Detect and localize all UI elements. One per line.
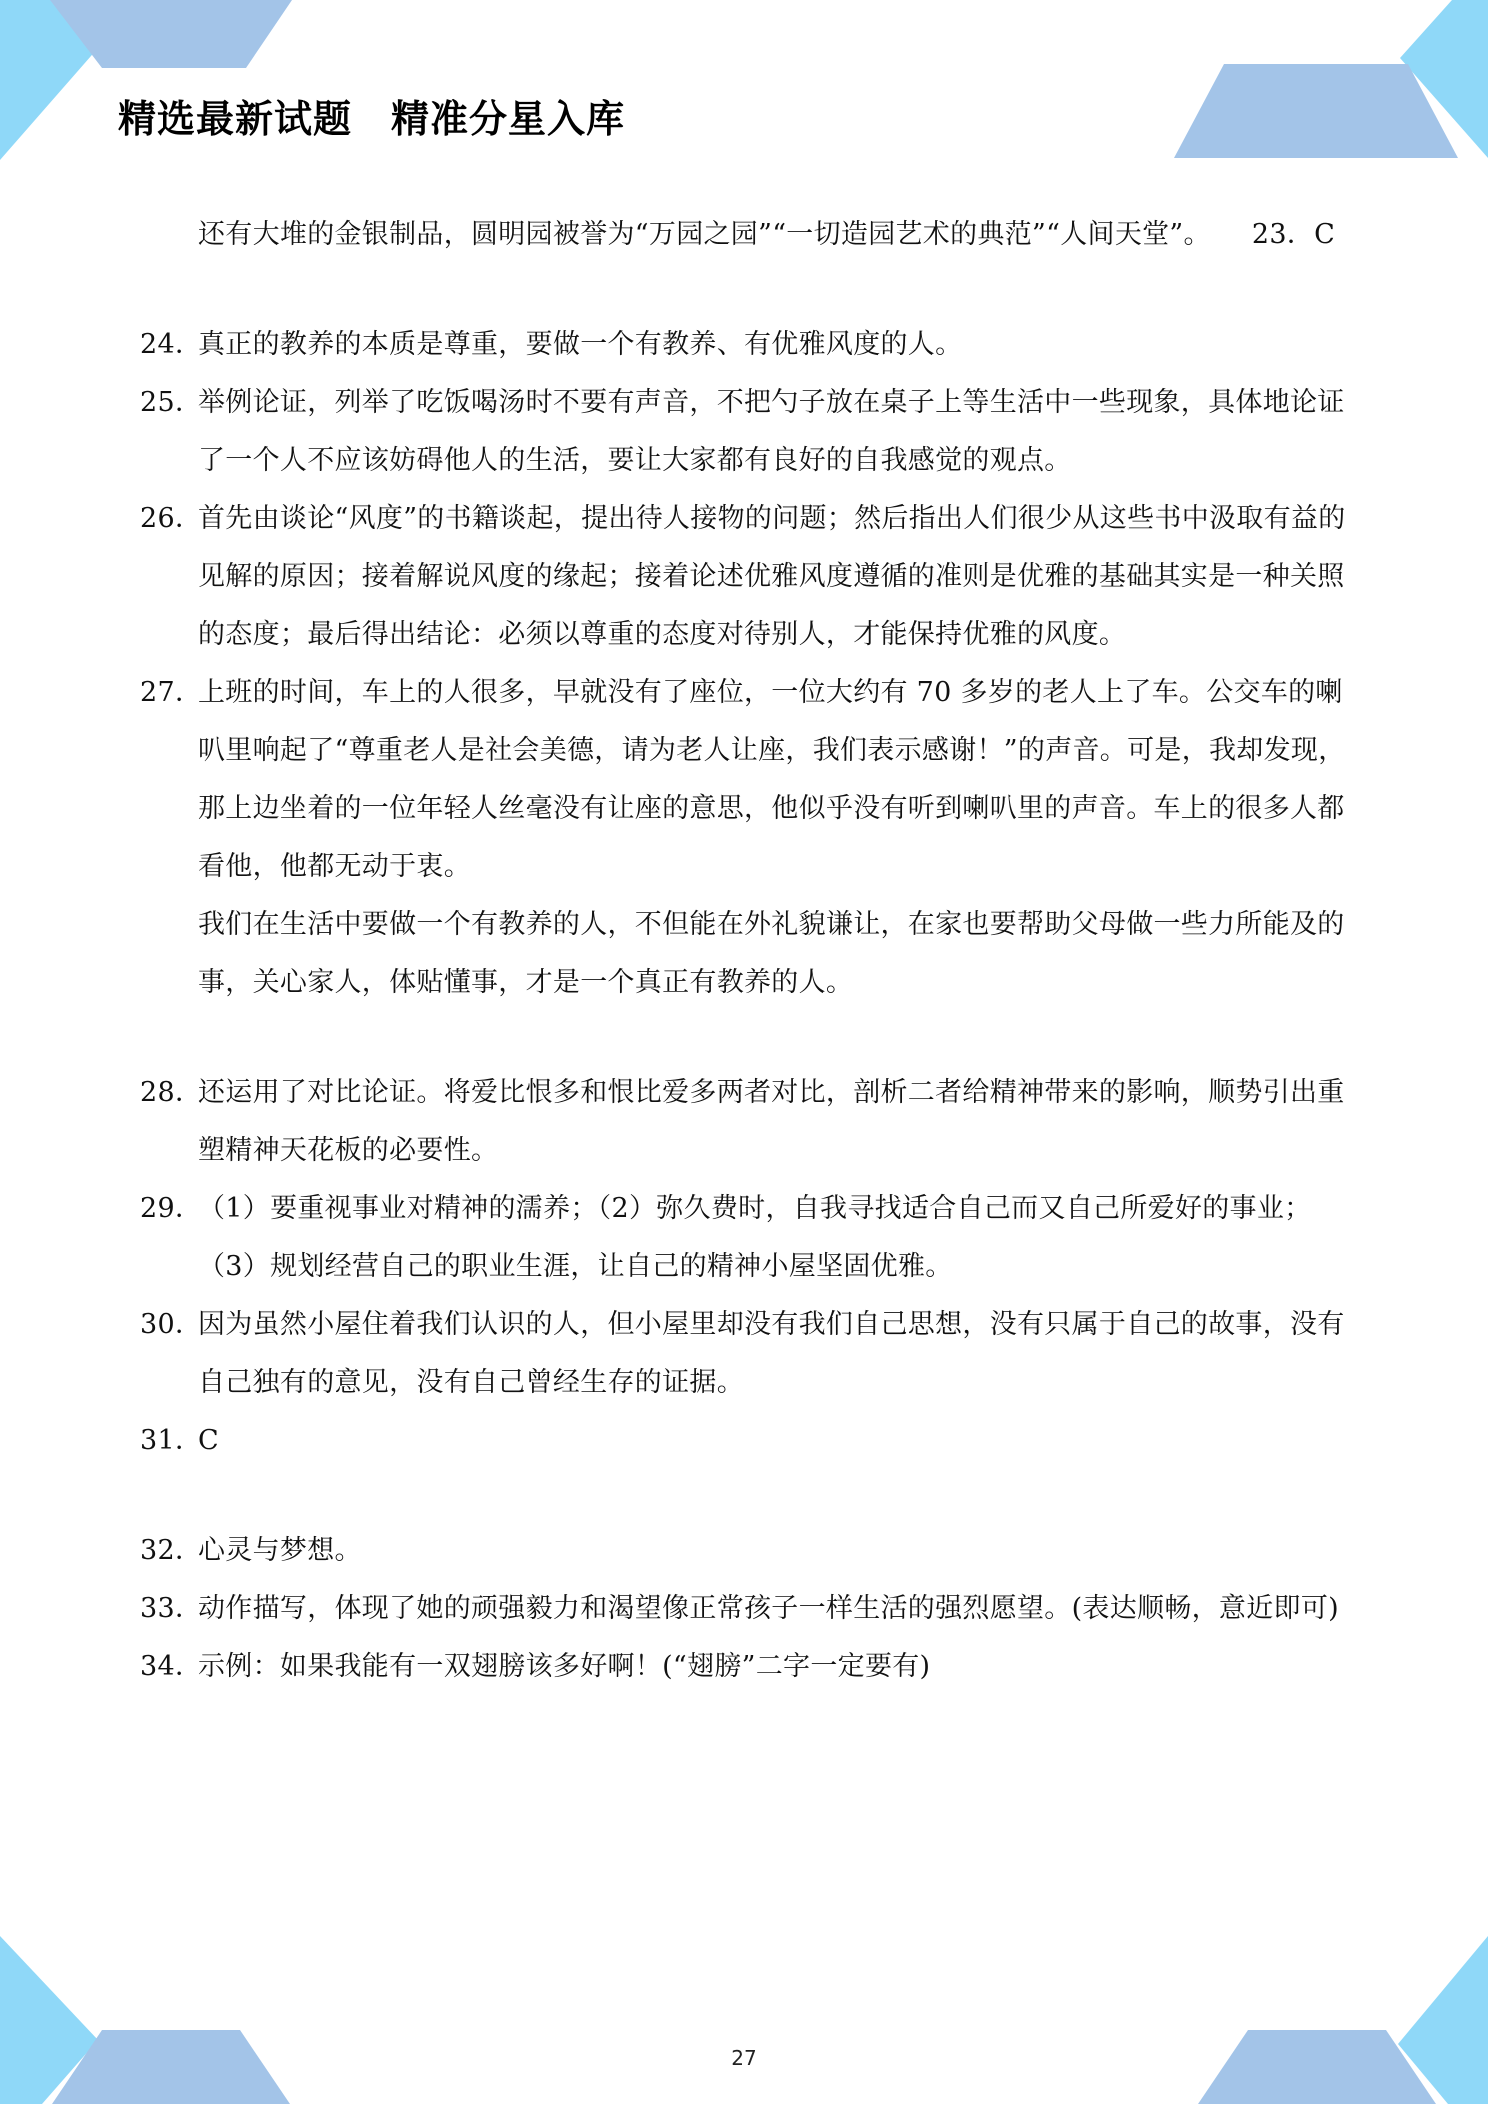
answer-number: 27． (140, 677, 203, 708)
answer-item-23-continued (140, 206, 1350, 264)
answer-text: 因为虽然小屋住着我们认识的人，但小屋里却没有我们自己思想，没有只属于自己的故事，没有自己独有的意见，没有自己曾经生存的证据。 (198, 1309, 1345, 1398)
answer-number: 30． (140, 1309, 203, 1340)
answer-item-29 (140, 1180, 1350, 1296)
answer-text: 上班的时间，车上的人很多，早就没有了座位，一位大约有 70 多岁的老人上了车。公交车的喇叭里响起了“尊重老人是社会美德，请为老人让座，我们表示感谢！”的声音。可是，我却发现，那上边坐着的一位年轻人丝毫没有让座的意思，他似乎没有听到喇叭里的声音。车上的很多人都看他，他都无动于衷。 (198, 677, 1346, 882)
page-number: 27 (731, 2046, 757, 2070)
answer-number: 31． (140, 1425, 203, 1456)
bottom-right-triangle (1398, 1936, 1488, 2104)
answer-item-24 (140, 316, 1350, 374)
answer-item-31 (140, 1412, 1350, 1470)
answer-number: 32． (140, 1535, 203, 1566)
answer-item-34 (140, 1638, 1350, 1696)
answer-item-33 (140, 1580, 1350, 1638)
answer-item-27-paragraph-2 (140, 896, 1350, 1012)
top-left-trapezoid (50, 0, 292, 68)
answer-number: 26． (140, 503, 203, 534)
answer-item-30 (140, 1296, 1350, 1412)
answer-text: 还运用了对比论证。将爱比恨多和恨比爱多两者对比，剖析二者给精神带来的影响，顺势引出重塑精神天花板的必要性。 (198, 1077, 1345, 1166)
top-right-triangle (1400, 0, 1488, 158)
answer-item-32 (140, 1522, 1350, 1580)
answer-number: 28． (140, 1077, 203, 1108)
answer-text: 示例：如果我能有一双翅膀该多好啊！(“翅膀”二字一定要有) (198, 1651, 931, 1682)
answer-text: 动作描写，体现了她的顽强毅力和渴望像正常孩子一样生活的强烈愿望。(表达顺畅，意近即可) (198, 1593, 1339, 1624)
answer-text: （1）要重视事业对精神的濡养；（2）弥久费时，自我寻找适合自己而又自己所爱好的事业；（3）规划经营自己的职业生涯，让自己的精神小屋坚固优雅。 (198, 1193, 1312, 1282)
answer-text: 举例论证，列举了吃饭喝汤时不要有声音，不把勺子放在桌子上等生活中一些现象，具体地论证了一个人不应该妨碍他人的生活，要让大家都有良好的自我感觉的观点。 (198, 387, 1345, 476)
answer-text: 首先由谈论“风度”的书籍谈起，提出待人接物的问题；然后指出人们很少从这些书中汲取有益的见解的原因；接着解说风度的缘起；接着论述优雅风度遵循的准则是优雅的基础其实是一种关照的态度；最后得出结论：必须以尊重的态度对待别人，才能保持优雅的风度。 (198, 503, 1346, 650)
spacer (140, 1012, 1350, 1064)
spacer (140, 1470, 1350, 1522)
answer-text: 真正的教养的本质是尊重，要做一个有教养、有优雅风度的人。 (198, 329, 963, 360)
bottom-left-triangle (0, 1936, 98, 2104)
answer-text: 还有大堆的金银制品，圆明园被誉为“万园之园”“一切造园艺术的典范”“人间天堂”。 23．C (198, 219, 1336, 250)
answer-item-27 (140, 664, 1350, 896)
answer-item-25 (140, 374, 1350, 490)
answer-text: 我们在生活中要做一个有教养的人，不但能在外礼貌谦让，在家也要帮助父母做一些力所能及的事，关心家人，体贴懂事，才是一个真正有教养的人。 (198, 909, 1345, 998)
answer-number: 34． (140, 1651, 203, 1682)
answer-item-28 (140, 1064, 1350, 1180)
answer-number: 25． (140, 387, 203, 418)
answer-list (140, 206, 1350, 1696)
answer-item-26 (140, 490, 1350, 664)
answer-number: 24． (140, 329, 203, 360)
header-title: 精选最新试题 精准分星入库 (118, 97, 626, 141)
spacer (140, 264, 1350, 316)
answer-text: C (198, 1425, 219, 1456)
answer-number: 29． (140, 1193, 203, 1224)
top-right-trapezoid (1174, 64, 1458, 158)
answer-text: 心灵与梦想。 (198, 1535, 362, 1566)
top-left-triangle (0, 0, 98, 160)
answer-number: 33． (140, 1593, 203, 1624)
